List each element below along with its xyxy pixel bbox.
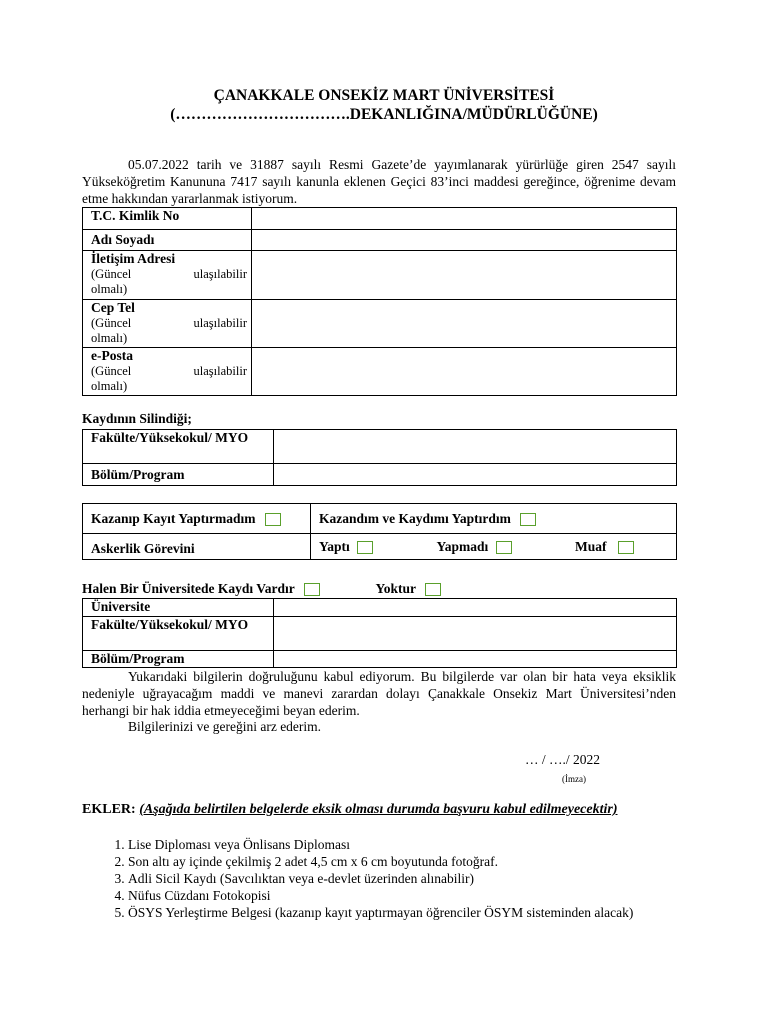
military-done-label: Yaptı: [319, 538, 350, 554]
list-item: 1. Lise Diploması veya Önlisans Diploması: [128, 836, 704, 853]
email-label-cell: e-Posta (Güncel ulaşılabilir olmalı): [83, 348, 252, 396]
document-title: ÇANAKKALE ONSEKİZ MART ÜNİVERSİTESİ: [213, 87, 555, 104]
military-not-done-checkbox[interactable]: [496, 541, 512, 554]
address-field[interactable]: [252, 251, 677, 300]
tc-label: T.C. Kimlik No: [83, 208, 252, 230]
military-label: Askerlik Görevini: [83, 534, 311, 560]
enrolled-label: Kazandım ve Kaydımı Yaptırdım: [319, 510, 511, 526]
attachments-label: EKLER:: [82, 802, 136, 817]
current-question-label: Halen Bir Üniversitede Kaydı Vardır: [82, 581, 295, 596]
declaration-paragraph: Yukarıdaki bilgilerin doğruluğunu kabul ediyorum. Bu bilgilerde var olan bir hata veya eksiklik nedeniyle uğrayacağım maddi ve manevi zarardan dolayı Çanakkale Onsekiz Mart Üniversitesi’nden herhangi bir hak iddia etmeyeceğimi beyan ederim.: [82, 669, 676, 718]
deleted-department-label: Bölüm/Program: [83, 464, 274, 486]
attachments-list: [100, 836, 704, 921]
phone-field[interactable]: [252, 300, 677, 348]
military-options: [311, 534, 677, 560]
current-faculty-field[interactable]: [274, 617, 677, 651]
current-table: [82, 598, 677, 668]
current-yes-checkbox[interactable]: [304, 583, 320, 596]
signature-label: (İmza): [562, 774, 586, 784]
not-enrolled-cell: [83, 504, 311, 534]
attachments-heading: [82, 802, 618, 818]
document-subtitle: (…………………………….DEKANLIĞINA/MÜDÜRLÜĞÜNE): [170, 106, 598, 123]
list-item: 3. Adli Sicil Kaydı (Savcılıktan veya e-devlet üzerinden alınabilir): [128, 870, 704, 887]
current-faculty-label: Fakülte/Yüksekokul/ MYO: [83, 617, 274, 651]
name-field[interactable]: [252, 230, 677, 251]
not-enrolled-label: Kazanıp Kayıt Yaptırmadım: [91, 510, 256, 526]
military-exempt-label: Muaf: [575, 538, 607, 554]
current-none-checkbox[interactable]: [425, 583, 441, 596]
address-label-cell: İletişim Adresi (Güncel ulaşılabilir olmalı): [83, 251, 252, 300]
current-question-row: [82, 581, 441, 597]
attachments-warning: (Aşağıda belirtilen belgelerde eksik olması durumda başvuru kabul edilmeyecektir): [139, 802, 618, 817]
phone-label-cell: Cep Tel (Güncel ulaşılabilir olmalı): [83, 300, 252, 348]
address-label: İletişim Adresi: [91, 251, 176, 266]
military-not-done-label: Yapmadı: [436, 538, 489, 554]
current-university-label: Üniversite: [83, 599, 274, 617]
intro-paragraph: 05.07.2022 tarih ve 31887 sayılı Resmi Gazete’de yayımlanarak yürürlüğe giren 2547 sayılı Yükseköğretim Kanununa 7417 sayılı kanunla eklenen Geçici 83’inci maddesi gereğince, öğrenime devam etme hakkından yararlanmak istiyorum.: [82, 157, 676, 206]
phone-label: Cep Tel: [91, 300, 135, 315]
current-department-field[interactable]: [274, 651, 677, 668]
deleted-table: [82, 429, 677, 486]
personal-info-table: [82, 207, 677, 396]
deleted-heading: Kaydının Silindiği;: [82, 411, 192, 426]
not-enrolled-checkbox[interactable]: [265, 513, 281, 526]
status-table: [82, 503, 677, 560]
military-exempt-checkbox[interactable]: [618, 541, 634, 554]
tc-field[interactable]: [252, 208, 677, 230]
list-item: 4. Nüfus Cüzdanı Fotokopisi: [128, 887, 704, 904]
current-department-label: Bölüm/Program: [83, 651, 274, 668]
email-field[interactable]: [252, 348, 677, 396]
current-none-label: Yoktur: [375, 581, 417, 596]
email-label: e-Posta: [91, 348, 133, 363]
date-field: … / …./ 2022: [525, 752, 601, 767]
deleted-faculty-label: Fakülte/Yüksekokul/ MYO: [83, 430, 274, 464]
deleted-department-field[interactable]: [274, 464, 677, 486]
military-done-checkbox[interactable]: [357, 541, 373, 554]
list-item: 5. ÖSYS Yerleştirme Belgesi (kazanıp kayıt yaptırmayan öğrenciler ÖSYM sisteminden alacak): [128, 904, 704, 921]
list-item: 2. Son altı ay içinde çekilmiş 2 adet 4,5 cm x 6 cm boyutunda fotoğraf.: [128, 853, 704, 870]
enrolled-cell: [311, 504, 677, 534]
deleted-faculty-field[interactable]: [274, 430, 677, 464]
enrolled-checkbox[interactable]: [520, 513, 536, 526]
current-university-field[interactable]: [274, 599, 677, 617]
name-label: Adı Soyadı: [83, 230, 252, 251]
closing-text: Bilgilerinizi ve gereğini arz ederim.: [128, 719, 322, 734]
